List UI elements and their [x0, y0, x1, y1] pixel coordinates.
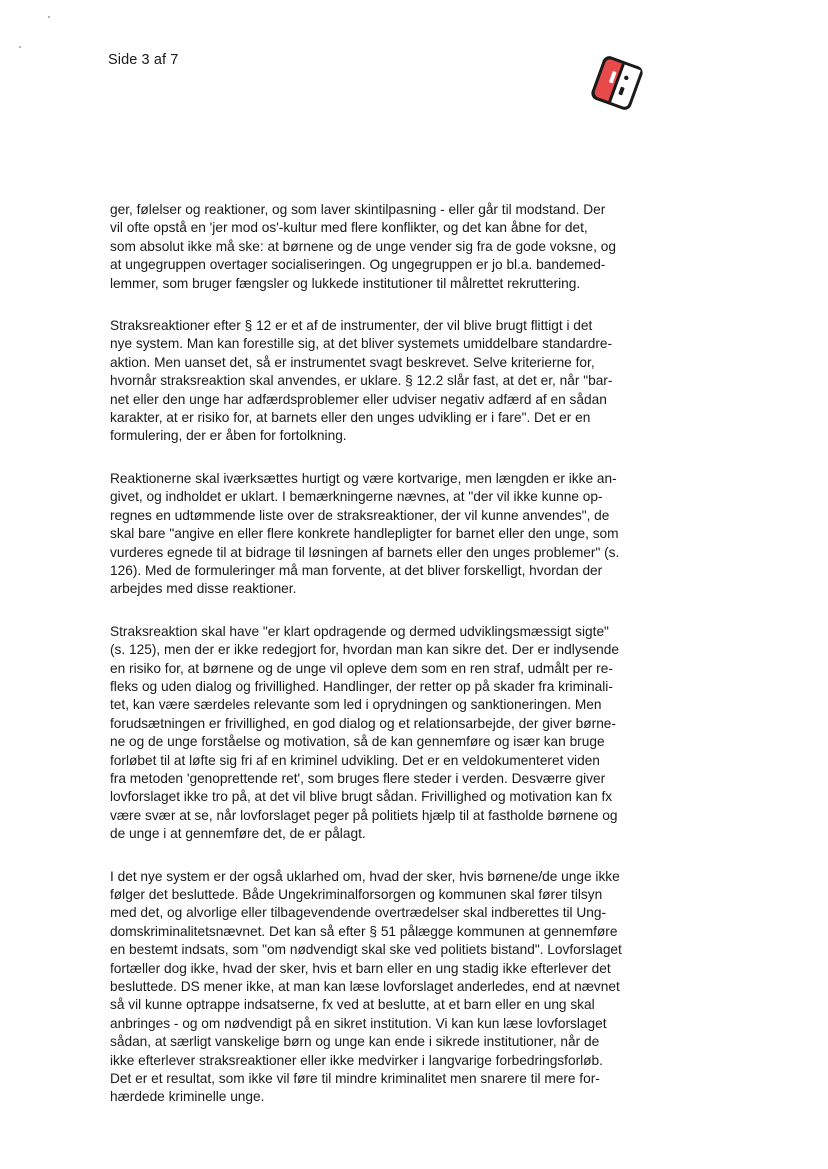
- text-line: ger, følelser og reaktioner, og som laver skintilpasning - eller går til modstand. Der: [110, 202, 606, 217]
- text-line: arbejdes med disse reaktioner.: [110, 581, 297, 597]
- text-line: sådan, at særligt vanskelige børn og unge kan ende i sikrede institutioner, når de: [110, 1034, 600, 1050]
- text-line: forløbet til at løfte sig fri af en kriminel udvikling. Det er en veldokumenteret viden: [110, 752, 600, 768]
- text-line: fleks og uden dialog og frivillighed. Handlinger, der retter op på skader fra kriminali-: [110, 678, 613, 694]
- text-line: Det er et resultat, som ikke vil føre til mindre kriminalitet men snarere til mere for-: [110, 1071, 600, 1087]
- letter-body: [110, 201, 695, 1131]
- text-line: med det, og alvorlige eller tilbagevendende overtrædelser skal indberettes til Ung-: [110, 905, 607, 921]
- text-line: Straksreaktion skal have "er klart opdragende og dermed udviklingsmæssigt sigte": [110, 623, 609, 639]
- text-line: følger det besluttede. Både Ungekriminalforsorgen og kommunen skal fører tilsyn: [110, 887, 603, 902]
- text-line: vil ofte opstå en 'jer mod os'-kultur med flere konflikter, og det kan åbne for det,: [110, 220, 588, 236]
- text-line: 126). Med de formuleringer må man forvente, at det bliver forskelligt, hvordan der: [110, 562, 603, 578]
- text-line: tet, kan være særdeles relevante som led i oprydningen og sanktioneringen. Men: [110, 697, 602, 713]
- text-line: ne og de unge forståelse og motivation, så de kan gennemføre og især kan bruge: [110, 734, 605, 750]
- text-line: lovforslaget ikke tro på, at det vil blive brugt sådan. Frivillighed og motivation kan fx: [110, 789, 613, 805]
- text-line: I det nye system er der også uklarhed om, hvad der sker, hvis børnene/de unge ikke: [110, 868, 620, 884]
- paragraph: [110, 470, 695, 599]
- text-line: fra metoden 'genoprettende ret', som bruges flere steder i verden. Desværre giver: [110, 770, 606, 786]
- text-line: som absolut ikke må ske: at børnene og de unge vender sig fra de gode voksne, og: [110, 238, 616, 254]
- text-line: de unge i at gennemføre det, de er pålagt.: [110, 826, 366, 842]
- page-number: Side 3 af 7: [108, 52, 179, 68]
- text-line: lemmer, som bruger fængsler og lukkede institutioner til målrettet rekruttering.: [110, 275, 581, 291]
- text-line: givet, og indholdet er uklart. I bemærkningerne nævnes, at "der vil ikke kunne op-: [110, 489, 603, 505]
- text-line: aktion. Men uanset det, så er instrumentet svagt beskrevet. Selve kriterierne for,: [110, 354, 595, 370]
- text-line: vurderes egnede til at bidrage til løsningen af barnets eller den unges problemer" (s.: [110, 544, 620, 560]
- text-line: net eller den unge har adfærdsproblemer eller udviser negativ adfærd af en sådan: [110, 391, 607, 407]
- text-line: ikke efterlever straksreaktioner eller ikke medvirker i langvarige forbedringsforløb.: [110, 1052, 603, 1068]
- text-line: en risiko for, at børnene og de unge vil opleve dem som en ren straf, udmålt per re-: [110, 660, 613, 676]
- text-line: hærdede kriminelle unge.: [110, 1089, 265, 1105]
- paragraph: [110, 868, 695, 1107]
- text-line: at ungegruppen overtager socialiseringen. Og ungegruppen er jo bl.a. bandemed-: [110, 257, 606, 273]
- text-line: regnes en udtømmende liste over de straksreaktioner, der vil kunne anvendes", de: [110, 507, 610, 523]
- text-line: (s. 125), men der er ikke redegjort for, hvordan man kan sikre det. Der er indlysende: [110, 642, 619, 658]
- text-line: anbringes - og om nødvendigt på en sikret institution. Vi kan kun læse lovforslaget: [110, 1015, 607, 1031]
- text-line: karakter, at er risiko for, at barnets eller den unges udvikling er i fare". Det er en: [110, 410, 591, 426]
- paragraph: [110, 623, 695, 844]
- text-line: fortæller dog ikke, hvad der sker, hvis et barn eller en ung stadig ikke efterlever det: [110, 960, 611, 976]
- scan-speck: [48, 16, 50, 18]
- text-line: være svær at se, når lovforslaget peger på politiets hjælp til at fastholde børnene og: [110, 807, 618, 823]
- text-line: Straksreaktioner efter § 12 er et af de instrumenter, der vil blive brugt flittigt i det: [110, 318, 593, 334]
- ds-logo-icon: [586, 55, 648, 111]
- text-line: domskriminalitetsnævnet. Det kan så efter § 51 pålægge kommunen at gennemføre: [110, 923, 618, 939]
- text-line: besluttede. DS mener ikke, at man kan læse lovforslaget anderledes, end at nævnet: [110, 979, 620, 995]
- text-line: så vil kunne optrappe indsatserne, fx ved at beslutte, at et barn eller en ung skal: [110, 997, 595, 1013]
- paragraph: [110, 201, 695, 293]
- text-line: hvornår straksreaktion skal anvendes, er uklare. § 12.2 slår fast, at det er, når "bar-: [110, 373, 613, 389]
- text-line: Reaktionerne skal iværksættes hurtigt og være kortvarige, men længden er ikke an-: [110, 470, 617, 486]
- text-line: formulering, der er åben for fortolkning.: [110, 428, 347, 444]
- text-line: skal bare "angive en eller flere konkrete handlepligter for barnet eller den unge, som: [110, 526, 619, 542]
- text-line: en bestemt indsats, som "om nødvendigt skal ske ved politiets bistand". Lovforslaget: [110, 942, 622, 958]
- paragraph: [110, 317, 695, 446]
- scan-speck: [19, 46, 21, 48]
- text-line: forudsætningen er frivillighed, en god dialog og et relationsarbejde, der giver børne-: [110, 715, 616, 731]
- text-line: nye system. Man kan forestille sig, at det bliver systemets umiddelbare standardre-: [110, 336, 613, 352]
